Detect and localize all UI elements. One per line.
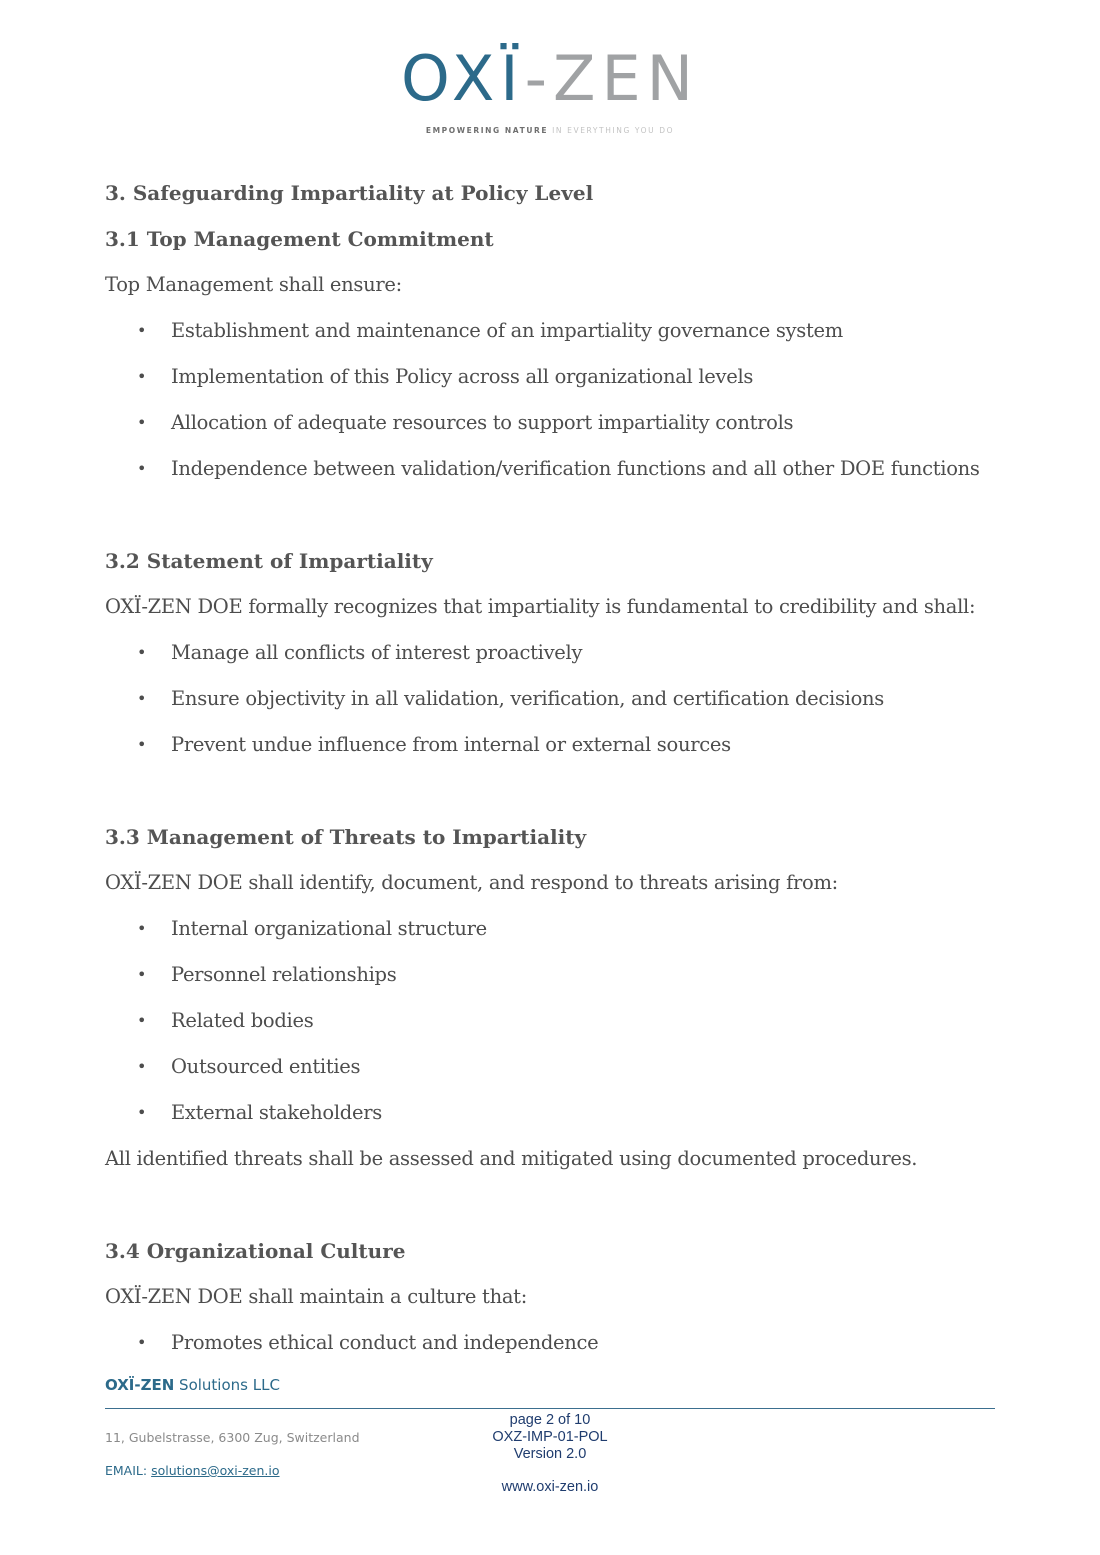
section-3-3-intro: OXÏ-ZEN DOE shall identify, document, and respond to threats arising from: bbox=[105, 871, 838, 894]
list-item-text: Manage all conflicts of interest proactively bbox=[171, 641, 583, 664]
list-item bbox=[105, 362, 1005, 392]
footer-website[interactable]: www.oxi-zen.io bbox=[501, 1479, 599, 1495]
section-3-4-list bbox=[105, 1328, 1005, 1358]
list-item bbox=[105, 1328, 1005, 1358]
footer-doc-code: OXZ-IMP-01-POL bbox=[492, 1429, 608, 1445]
section-3-1-intro: Top Management shall ensure: bbox=[105, 273, 402, 296]
list-item-text: Internal organizational structure bbox=[171, 917, 487, 940]
list-item bbox=[105, 454, 1005, 484]
section-3-3-closing: All identified threats shall be assessed and mitigated using documented procedures. bbox=[105, 1147, 918, 1170]
section-3-2-list bbox=[105, 638, 1005, 760]
logo-tagline bbox=[0, 126, 1100, 135]
footer-brand-rest: Solutions LLC bbox=[179, 1376, 280, 1394]
list-item-text: External stakeholders bbox=[171, 1101, 382, 1124]
list-item bbox=[105, 1052, 1005, 1082]
list-item-text: Personnel relationships bbox=[171, 963, 397, 986]
list-item-text: Prevent undue influence from internal or external sources bbox=[171, 733, 731, 756]
list-item bbox=[105, 316, 1005, 346]
list-item-text: Ensure objectivity in all validation, verification, and certification decisions bbox=[171, 687, 885, 710]
logo-zen: -ZEN bbox=[524, 42, 699, 115]
footer-page-number: page 2 of 10 bbox=[509, 1412, 591, 1428]
list-item-text: Promotes ethical conduct and independence bbox=[171, 1331, 599, 1354]
footer-divider bbox=[105, 1408, 995, 1409]
logo-oxi: OXÏ bbox=[401, 42, 525, 115]
section-3-4-intro: OXÏ-ZEN DOE shall maintain a culture that: bbox=[105, 1285, 527, 1308]
section-3-4-title: 3.4 Organizational Culture bbox=[105, 1239, 406, 1263]
bullet-icon: • bbox=[137, 413, 147, 432]
list-item bbox=[105, 1098, 1005, 1128]
list-item bbox=[105, 684, 1005, 714]
bullet-icon: • bbox=[137, 1011, 147, 1030]
bullet-icon: • bbox=[137, 321, 147, 340]
bullet-icon: • bbox=[137, 459, 147, 478]
bullet-icon: • bbox=[137, 689, 147, 708]
footer-brand-bold: OXÏ-ZEN bbox=[105, 1376, 175, 1394]
bullet-icon: • bbox=[137, 1333, 147, 1352]
footer-email bbox=[105, 1463, 280, 1478]
footer-address: 11, Gubelstrasse, 6300 Zug, Switzerland bbox=[105, 1430, 360, 1445]
list-item-text: Related bodies bbox=[171, 1009, 314, 1032]
section-3-3-title: 3.3 Management of Threats to Impartiality bbox=[105, 825, 587, 849]
footer-version: Version 2.0 bbox=[513, 1446, 587, 1462]
list-item bbox=[105, 408, 1005, 438]
list-item-text: Implementation of this Policy across all organizational levels bbox=[171, 365, 754, 388]
section-3-1-title: 3.1 Top Management Commitment bbox=[105, 227, 494, 251]
list-item-text: Establishment and maintenance of an impartiality governance system bbox=[171, 319, 843, 342]
bullet-icon: • bbox=[137, 1103, 147, 1122]
list-item bbox=[105, 914, 1005, 944]
footer-email-label: EMAIL: bbox=[105, 1463, 148, 1478]
footer-page-info bbox=[400, 1412, 700, 1463]
bullet-icon: • bbox=[137, 965, 147, 984]
section-3-2-title: 3.2 Statement of Impartiality bbox=[105, 549, 433, 573]
section-3-1-list bbox=[105, 316, 1005, 484]
bullet-icon: • bbox=[137, 735, 147, 754]
section-3-2-intro: OXÏ-ZEN DOE formally recognizes that impartiality is fundamental to credibility and shall: bbox=[105, 595, 976, 618]
document-body bbox=[105, 178, 1005, 1358]
bullet-icon: • bbox=[137, 919, 147, 938]
section-3-title: 3. Safeguarding Impartiality at Policy Level bbox=[105, 181, 594, 205]
tagline-light: IN EVERYTHING YOU DO bbox=[552, 126, 675, 135]
footer-email-link[interactable]: solutions@oxi-zen.io bbox=[151, 1463, 280, 1478]
list-item-text: Allocation of adequate resources to support impartiality controls bbox=[171, 411, 794, 434]
list-item-text: Outsourced entities bbox=[171, 1055, 361, 1078]
list-item bbox=[105, 638, 1005, 668]
section-3-3-list bbox=[105, 914, 1005, 1128]
company-logo bbox=[0, 42, 1100, 135]
list-item bbox=[105, 960, 1005, 990]
bullet-icon: • bbox=[137, 1057, 147, 1076]
tagline-bold: EMPOWERING NATURE bbox=[425, 126, 549, 135]
list-item bbox=[105, 730, 1005, 760]
logo-wordmark bbox=[0, 42, 1100, 115]
footer-brand bbox=[105, 1376, 280, 1394]
list-item bbox=[105, 1006, 1005, 1036]
bullet-icon: • bbox=[137, 367, 147, 386]
list-item-text: Independence between validation/verification functions and all other DOE functions bbox=[171, 457, 980, 480]
bullet-icon: • bbox=[137, 643, 147, 662]
